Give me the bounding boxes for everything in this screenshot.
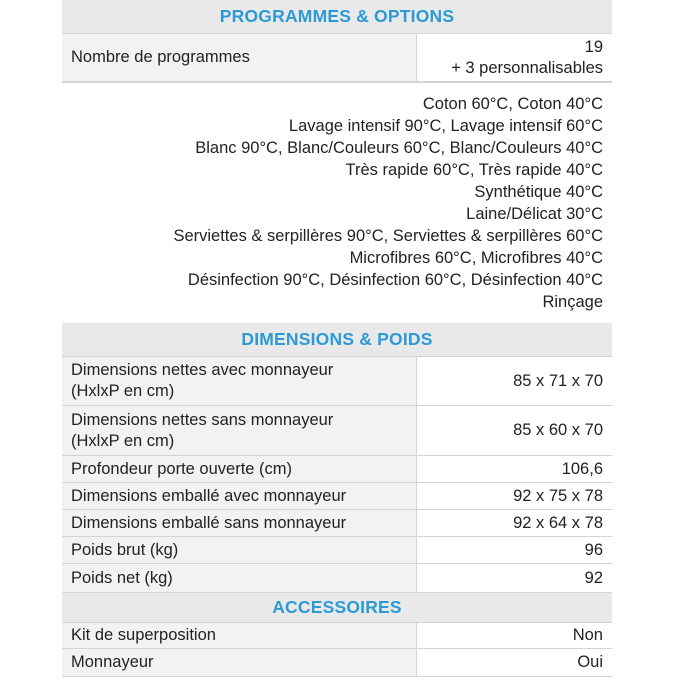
list-item: Coton 60°C, Coton 40°C xyxy=(422,95,603,113)
table-row xyxy=(62,622,612,649)
row-value: 92 x 64 x 78 xyxy=(513,513,603,532)
row-label: Nombre de programmes xyxy=(62,34,417,81)
list-item: Microfibres 60°C, Microfibres 40°C xyxy=(349,249,603,267)
row-label: Dimensions emballé sans monnayeur xyxy=(62,510,417,536)
row-value: 106,6 xyxy=(561,459,603,478)
table-row xyxy=(62,510,612,537)
row-value: Non xyxy=(572,626,603,644)
spec-sheet xyxy=(62,0,612,680)
table-row-programme-count xyxy=(62,33,612,82)
row-label: Poids net (kg) xyxy=(62,564,417,592)
list-item: Lavage intensif 90°C, Lavage intensif 60°C xyxy=(288,117,603,135)
row-label: Dimensions emballé avec monnayeur xyxy=(62,483,417,509)
row-value: 85 x 60 x 70 xyxy=(513,421,603,439)
table-row xyxy=(62,406,612,456)
row-label: Dimensions nettes avec monnayeur (HxlxP en cm) xyxy=(62,357,417,405)
row-label: Dimensions nettes sans monnayeur (HxlxP en cm) xyxy=(62,406,417,455)
row-value: Oui xyxy=(577,653,603,671)
section-title: DIMENSIONS & POIDS xyxy=(241,329,433,349)
list-item: Serviettes & serpillères 90°C, Serviettes & serpillères 60°C xyxy=(173,227,603,245)
section-header-dimensions xyxy=(62,323,612,356)
row-label: Kit de superposition xyxy=(62,623,417,648)
row-label: Poids brut (kg) xyxy=(62,537,417,563)
row-value: 92 x 75 x 78 xyxy=(513,486,603,505)
table-row xyxy=(62,456,612,483)
table-row xyxy=(62,483,612,510)
section-header-accessoires xyxy=(62,593,612,622)
list-item: Très rapide 60°C, Très rapide 40°C xyxy=(345,161,603,179)
list-item: Synthétique 40°C xyxy=(474,183,603,201)
table-row xyxy=(62,649,612,677)
list-item: Laine/Délicat 30°C xyxy=(466,205,603,223)
table-row xyxy=(62,564,612,593)
section-title: ACCESSOIRES xyxy=(272,597,402,617)
table-row xyxy=(62,537,612,564)
section-header-programmes xyxy=(62,0,612,33)
row-label: Monnayeur xyxy=(62,649,417,676)
row-label: Profondeur porte ouverte (cm) xyxy=(62,456,417,482)
list-item: Rinçage xyxy=(542,293,603,311)
programme-list xyxy=(62,82,612,323)
list-item: Blanc 90°C, Blanc/Couleurs 60°C, Blanc/Couleurs 40°C xyxy=(195,139,603,157)
row-value: 96 xyxy=(584,540,603,559)
row-value: 85 x 71 x 70 xyxy=(513,371,603,390)
table-row xyxy=(62,356,612,406)
row-value: 19 + 3 personnalisables xyxy=(451,37,603,77)
row-value: 92 xyxy=(584,568,603,587)
section-title: PROGRAMMES & OPTIONS xyxy=(219,6,455,26)
list-item: Désinfection 90°C, Désinfection 60°C, Désinfection 40°C xyxy=(187,271,603,289)
